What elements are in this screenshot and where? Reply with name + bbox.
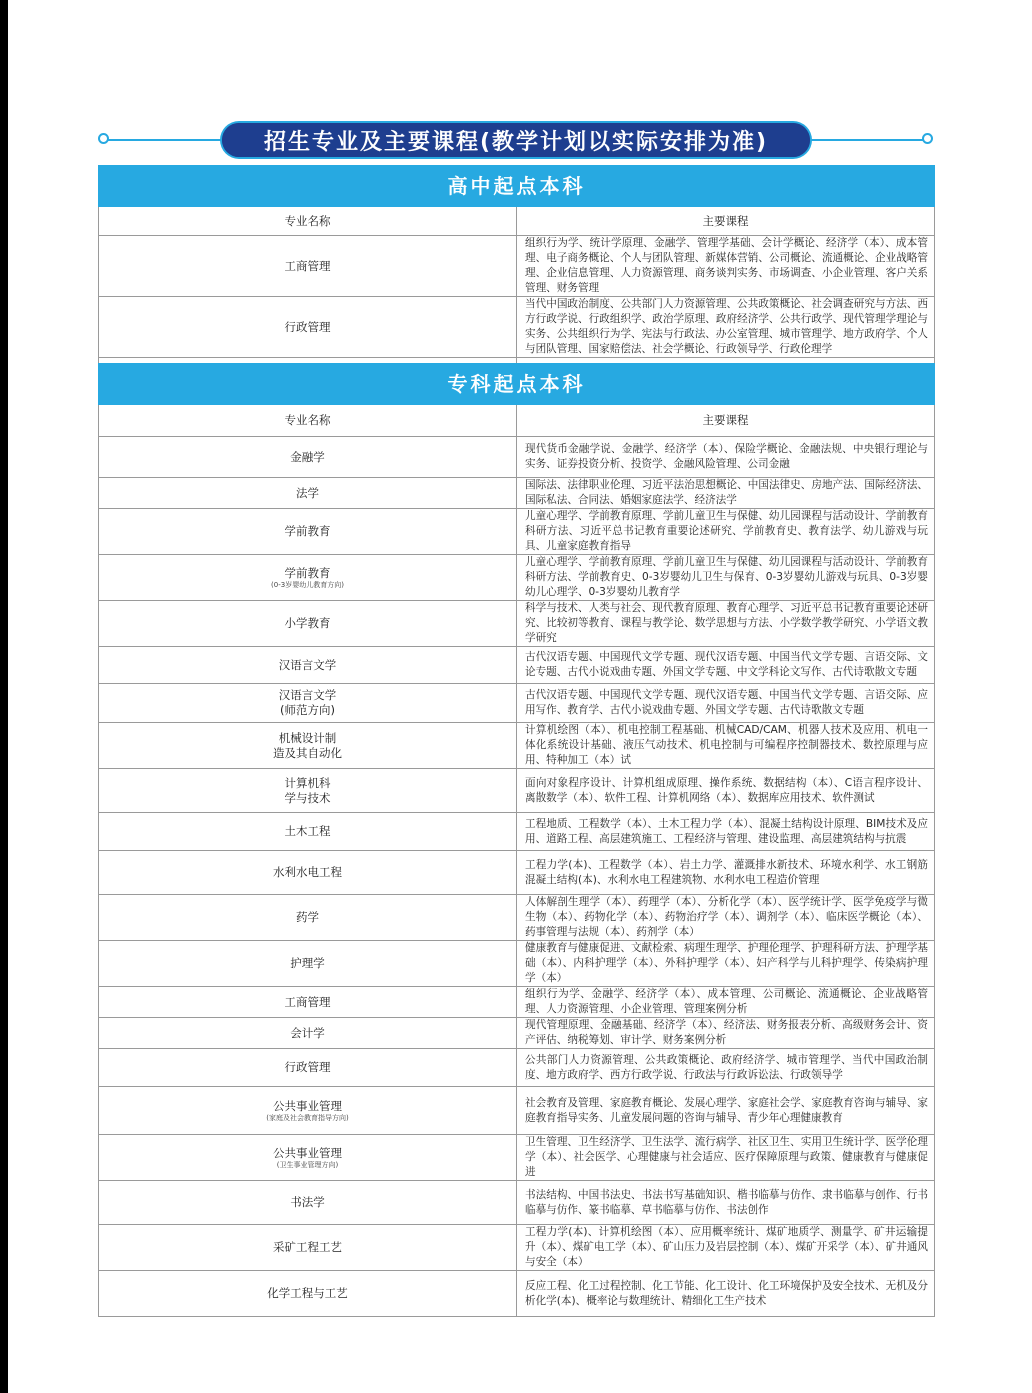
course-list: 公共部门人力资源管理、公共政策概论、政府经济学、城市管理学、当代中国政治制度、地方政府学、西方行政学说、行政法与行政诉讼法、行政领导学 [517, 1049, 935, 1087]
table-row [99, 478, 935, 509]
column-header-courses: 主要课程 [517, 207, 935, 236]
major-name-text: 水利水电工程 [273, 865, 342, 879]
major-name [99, 236, 517, 297]
table-row [99, 555, 935, 601]
major-name-text: 工商管理 [284, 994, 331, 1009]
course-list: 计算机绘图（本）、机电控制工程基础、机械CAD/CAM、机器人技术及应用、机电一体化系统设计基础、液压气动技术、机电控制与可编程序控制器技术、数控原理与应用、特种加工（本）试 [517, 723, 935, 769]
course-list: 工程力学(本)、工程数学（本）、岩土力学、灌溉排水新技术、环境水利学、水工钢筋混凝土结构(本)、水利水电工程建筑物、水利水电工程造价管理 [517, 851, 935, 895]
table-row [99, 509, 935, 555]
section-banner: 专科起点本科 [99, 364, 935, 405]
table-row [99, 769, 935, 813]
course-list: 儿童心理学、学前教育原理、学前儿童卫生与保健、幼儿园课程与活动设计、学前教育科研方法、习近平总书记教育重要论述研究、学前教育史、教育法学、幼儿游戏与玩具、儿童家庭教育指导 [517, 509, 935, 555]
table-row [99, 1087, 935, 1135]
major-name [99, 723, 517, 769]
table-row [99, 601, 935, 647]
course-list: 人体解剖生理学（本）、药理学（本）、分析化学（本）、医学统计学、医学免疫学与微生物（本）、药物化学（本）、药物治疗学（本）、调剂学（本）、临床医学概论（本）、药事管理与法规（本）、药剂学（本） [517, 895, 935, 941]
course-list: 现代管理原理、金融基础、经济学（本）、经济法、财务报表分析、高级财务会计、资产评估、纳税筹划、审计学、财务案例分析 [517, 1018, 935, 1049]
table-row [99, 1049, 935, 1087]
major-name-text: 行政管理 [284, 1060, 331, 1074]
major-name [99, 297, 517, 358]
table-row [99, 895, 935, 941]
major-name [99, 1225, 517, 1271]
major-direction-note: (家庭及社会教育指导方向) [266, 1113, 349, 1122]
major-name-line2: 造及其自动化 [273, 745, 342, 760]
major-name-text: 行政管理 [284, 319, 331, 334]
major-name [99, 895, 517, 941]
column-header-courses: 主要课程 [517, 405, 935, 437]
title-rule-left [108, 139, 228, 141]
major-name-text: 学前教育 [284, 524, 331, 538]
major-name [99, 1049, 517, 1087]
major-direction-note: (0-3岁婴幼儿教育方向) [271, 580, 344, 589]
major-name-text: 机械设计制 [278, 730, 337, 745]
table-row [99, 647, 935, 684]
table-row [99, 297, 935, 358]
major-direction-note: (卫生事业管理方向) [276, 1160, 339, 1169]
major-name [99, 478, 517, 509]
table-row [99, 1135, 935, 1181]
course-list: 古代汉语专题、中国现代文学专题、现代汉语专题、中国当代文学专题、言语交际、应用写作、教育学、古代小说戏曲专题、外国文学专题、古代诗歌散文专题 [517, 684, 935, 723]
major-name [99, 813, 517, 851]
left-edge-bar [0, 0, 8, 1393]
major-name [99, 647, 517, 684]
table-row [99, 1271, 935, 1317]
table-row [99, 1181, 935, 1225]
major-name-text: 采矿工程工艺 [273, 1240, 342, 1254]
major-name-text: 法学 [296, 485, 319, 500]
major-name [99, 851, 517, 895]
major-name-text: 化学工程与工艺 [267, 1286, 348, 1300]
table-row [99, 437, 935, 478]
major-name [99, 1018, 517, 1049]
title-dot-right [922, 133, 933, 144]
course-list: 工程地质、工程数学（本）、土木工程力学（本）、混凝土结构设计原理、BIM技术及应用、道路工程、高层建筑施工、工程经济与管理、建设监理、高层建筑结构与抗震 [517, 813, 935, 851]
major-name [99, 555, 517, 601]
major-name-text: 药学 [296, 910, 319, 924]
major-name-line2: (师范方向) [280, 703, 335, 717]
major-name [99, 1135, 517, 1181]
table-row [99, 941, 935, 987]
table-row [99, 723, 935, 769]
major-name [99, 987, 517, 1018]
major-name-line2: 学与技术 [284, 790, 331, 805]
course-list: 健康教育与健康促进、文献检索、病理生理学、护理伦理学、护理科研方法、护理学基础（本）、内科护理学（本）、外科护理学（本）、妇产科学与儿科护理学、传染病护理学（本） [517, 941, 935, 987]
major-name [99, 1181, 517, 1225]
major-name [99, 1271, 517, 1317]
course-list: 组织行为学、统计学原理、金融学、管理学基础、会计学概论、经济学（本）、成本管理、电子商务概论、个人与团队管理、新媒体营销、公司概论、流通概论、企业战略管理、企业信息管理、人力资源管理、商务谈判实务、市场调查、小企业管理、客户关系管理、财务管理 [517, 236, 935, 297]
major-name [99, 1087, 517, 1135]
table-row [99, 1225, 935, 1271]
course-list: 当代中国政治制度、公共部门人力资源管理、公共政策概论、社会调查研究与方法、西方行政学说、行政组织学、政治学原理、政府经济学、公共行政学、现代管理学理论与实务、公共组织行为学、宪法与行政法、办公室管理、城市管理学、地方政府学、个人与团队管理、国家赔偿法、社会学概论、行政领导学、行政伦理学 [517, 297, 935, 358]
course-list: 书法结构、中国书法史、书法书写基础知识、楷书临摹与仿作、隶书临摹与创作、行书临摹与仿作、篆书临摹、草书临摹与仿作、书法创作 [517, 1181, 935, 1225]
major-name [99, 941, 517, 987]
course-list: 面向对象程序设计、计算机组成原理、操作系统、数据结构（本）、C语言程序设计、离散数学（本）、软件工程、计算机网络（本）、数据库应用技术、软件测试 [517, 769, 935, 813]
table-row [99, 236, 935, 297]
table-row [99, 851, 935, 895]
major-name [99, 769, 517, 813]
table-row [99, 684, 935, 723]
major-name [99, 437, 517, 478]
major-name-text: 会计学 [290, 1025, 325, 1040]
major-name-text: 汉语言文学 [278, 688, 337, 702]
course-list: 儿童心理学、学前教育原理、学前儿童卫生与保健、幼儿园课程与活动设计、学前教育科研方法、学前教育史、0-3岁婴幼儿卫生与保育、0-3岁婴幼儿游戏与玩具、0-3岁婴幼儿心理学、0-3岁婴幼儿教育学 [517, 555, 935, 601]
course-list: 国际法、法律职业伦理、习近平法治思想概论、中国法律史、房地产法、国际经济法、国际私法、合同法、婚姻家庭法学、经济法学 [517, 478, 935, 509]
course-list: 现代货币金融学说、金融学、经济学（本）、保险学概论、金融法规、中央银行理论与实务、证券投资分析、投资学、金融风险管理、公司金融 [517, 437, 935, 478]
major-name-text: 金融学 [290, 449, 325, 464]
major-name [99, 684, 517, 723]
course-list: 科学与技术、人类与社会、现代教育原理、教育心理学、习近平总书记教育重要论述研究、比较初等教育、课程与教学论、数学思想与方法、小学数学教学研究、小学语文教学研究 [517, 601, 935, 647]
major-name-text: 工商管理 [284, 258, 331, 273]
major-name-text: 护理学 [290, 956, 325, 970]
major-name [99, 601, 517, 647]
page-title: 招生专业及主要课程(教学计划以实际安排为准) [222, 123, 810, 157]
major-name [99, 509, 517, 555]
course-list: 工程力学(本)、计算机绘图（本）、应用概率统计、煤矿地质学、测量学、矿井运输提升（本）、煤矿电工学（本）、矿山压力及岩层控制（本）、煤矿开采学（本）、矿井通风与安全（本） [517, 1225, 935, 1271]
table-row [99, 1018, 935, 1049]
course-list: 反应工程、化工过程控制、化工节能、化工设计、化工环境保护及安全技术、无机及分析化学(本)、概率论与数理统计、精细化工生产技术 [517, 1271, 935, 1317]
major-name-text: 公共事业管理 [273, 1145, 342, 1160]
course-list: 组织行为学、金融学、经济学（本）、成本管理、公司概论、流通概论、企业战略管理、人力资源管理、小企业管理、管理案例分析 [517, 987, 935, 1018]
major-name-text: 学前教育 [284, 565, 331, 580]
title-rule-right [804, 139, 924, 141]
section-banner: 高中起点本科 [99, 166, 935, 207]
table-row [99, 813, 935, 851]
column-header-major: 专业名称 [99, 405, 517, 437]
major-name-text: 公共事业管理 [273, 1098, 342, 1113]
course-list: 古代汉语专题、中国现代文学专题、现代汉语专题、中国当代文学专题、言语交际、文论专题、古代小说戏曲专题、外国文学专题、中文学科论文写作、古代诗歌散文专题 [517, 647, 935, 684]
junior-college-start-table [98, 363, 935, 1317]
table-row [99, 987, 935, 1018]
course-list: 社会教育及管理、家庭教育概论、发展心理学、家庭社会学、家庭教育咨询与辅导、家庭教育指导实务、儿童发展问题的咨询与辅导、青少年心理健康教育 [517, 1087, 935, 1135]
major-name-text: 汉语言文学 [278, 657, 337, 672]
course-list: 卫生管理、卫生经济学、卫生法学、流行病学、社区卫生、实用卫生统计学、医学伦理学（本）、社会医学、心理健康与社会适应、医疗保障原理与政策、健康教育与健康促进 [517, 1135, 935, 1181]
column-header-major: 专业名称 [99, 207, 517, 236]
title-dot-left [98, 133, 109, 144]
major-name-text: 计算机科 [284, 775, 331, 790]
major-name-text: 书法学 [290, 1195, 325, 1209]
major-name-text: 土木工程 [284, 824, 331, 838]
major-name-text: 小学教育 [284, 616, 331, 630]
